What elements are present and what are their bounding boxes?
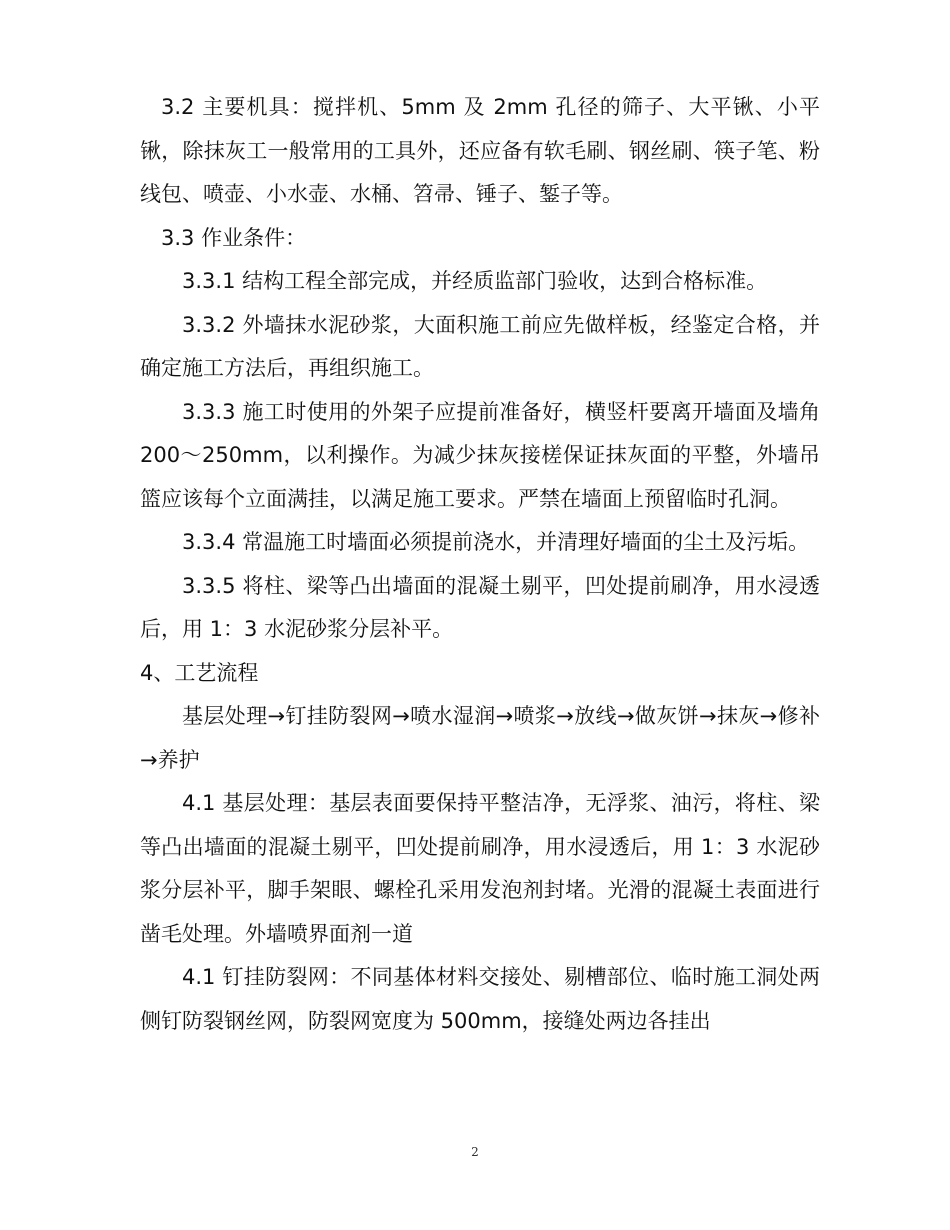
section-4-heading: 4、工艺流程 xyxy=(140,660,259,685)
paragraph-4-1-base-treatment: 4.1 基层处理：基层表面要保持平整洁净，无浮浆、油污，将柱、梁等凸出墙面的混凝土剔平，凹处提前刷净，用水浸透后，用 1：3 水泥砂浆分层补平，脚手架眼、螺栓孔采用发泡剂封堵。光滑的混凝土表面进行凿毛处理。外墙喷界面剂一道 xyxy=(140,791,820,946)
body-text xyxy=(140,86,820,1043)
paragraph-3-3-5: 3.3.5 将柱、梁等凸出墙面的混凝土剔平，凹处提前刷净，用水浸透后，用 1：3 水泥砂浆分层补平。 xyxy=(140,573,820,641)
paragraph-3-3-2: 3.3.2 外墙抹水泥砂浆，大面积施工前应先做样板，经鉴定合格，并确定施工方法后，再组织施工。 xyxy=(140,312,820,380)
page-number: 2 xyxy=(471,1145,479,1159)
paragraph-3-3-4: 3.3.4 常温施工时墙面必须提前浇水，并清理好墙面的尘土及污垢。 xyxy=(182,530,810,554)
paragraph-3-3-1: 3.3.1 结构工程全部完成，并经质监部门验收，达到合格标准。 xyxy=(182,269,768,293)
paragraph-4-1-crack-mesh: 4.1 钉挂防裂网：不同基体材料交接处、剔槽部位、临时施工洞处两侧钉防裂钢丝网，防裂网宽度为 500mm，接缝处两边各挂出 xyxy=(140,965,820,1033)
paragraph-3-3-3: 3.3.3 施工时使用的外架子应提前准备好，横竖杆要离开墙面及墙角 200～250mm，以利操作。为减少抹灰接槎保证抹灰面的平整，外墙吊篮应该每个立面满挂，以满足施工要求。严禁在墙面上预留临时孔洞。 xyxy=(140,399,820,511)
paragraph-3-3-heading: 3.3 作业条件： xyxy=(161,225,307,250)
process-flow: 基层处理→钉挂防裂网→喷水湿润→喷浆→放线→做灰饼→抹灰→修补→养护 xyxy=(140,704,820,772)
paragraph-3-2: 3.2 主要机具：搅拌机、5mm 及 2mm 孔径的筛子、大平锹、小平锹，除抹灰工一般常用的工具外，还应备有软毛刷、钢丝刷、筷子笔、粉线包、喷壶、小水壶、水桶、笤帚、锤子、錾子等。 xyxy=(140,95,820,206)
